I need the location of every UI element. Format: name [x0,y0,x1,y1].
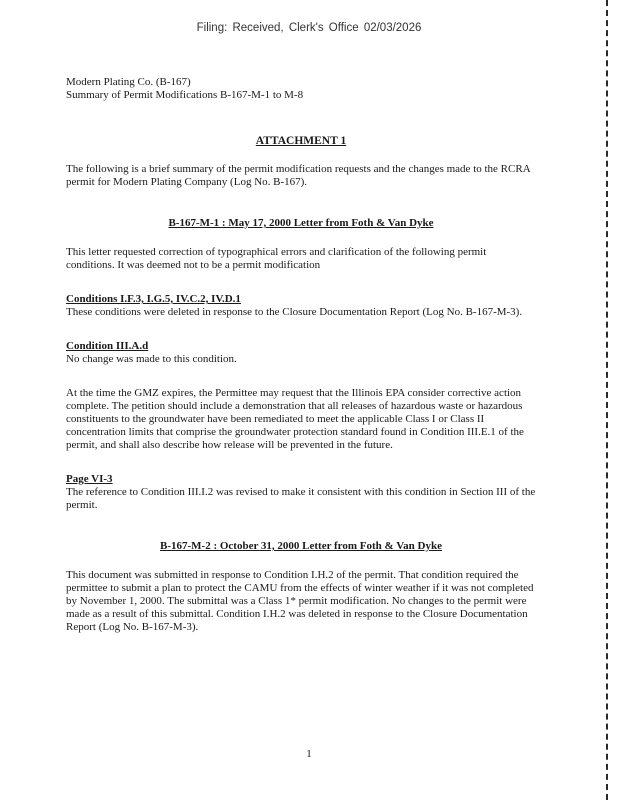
attachment-title: ATTACHMENT 1 [255,135,347,147]
document-body [66,76,536,634]
filing-stamp: Filing: Received, Clerk's Office 02/03/2026 [196,22,422,34]
condition-title: Page VI-3 [66,473,113,485]
section-title-m2: B-167-M-2 : October 31, 2000 Letter from Foth & Van Dyke [160,540,442,552]
condition-block [66,340,536,366]
condition-text: The reference to Condition III.I.2 was revised to make it consistent with this condition in Section III of the permit. [66,486,536,511]
condition-text: No change was made to this condition. [66,353,237,365]
condition-title: Condition III.A.d [66,340,149,352]
condition-text: These conditions were deleted in response to the Closure Documentation Report (Log No. B-167-M-3). [66,306,523,318]
header-summary: Summary of Permit Modifications B-167-M-1 to M-8 [66,89,304,101]
page-number: 1 [306,748,312,760]
header-company: Modern Plating Co. (B-167) [66,76,191,88]
condition-title: Conditions I.F.3, I.G.5, IV.C.2, IV.D.1 [66,293,241,305]
gmz-paragraph: At the time the GMZ expires, the Permittee may request that the Illinois EPA consider corrective action complete. The petition should include a demonstration that all releases of hazardous waste or hazardous constituents to the groundwater have been remediated to meet the applicable Class I or Class II concentration limits that comprise the groundwater protection standard found in Condition III.E.1 of the permit, and shall also describe how release will be prevented in the future. [66,387,524,451]
scan-margin-line [606,0,608,800]
condition-block [66,293,536,319]
condition-block [66,473,536,512]
section-text-m2: This document was submitted in response to Condition I.H.2 of the permit. That condition required the permittee to submit a plan to protect the CAMU from the effects of winter weather if it was not completed by November 1, 2000. The submittal was a Class 1* permit modification. No changes to the permit were made as a result of this submittal. Condition I.H.2 was deleted in response to the Closure Documentation Report (Log No. B-167-M-3). [66,569,534,633]
section-title-m1: B-167-M-1 : May 17, 2000 Letter from Foth & Van Dyke [168,217,434,229]
section-text-m1: This letter requested correction of typographical errors and clarification of the following permit conditions. It was deemed not to be a permit modification [66,246,487,271]
intro-paragraph: The following is a brief summary of the permit modification requests and the changes made to the RCRA permit for Modern Plating Company (Log No. B-167). [66,163,531,188]
